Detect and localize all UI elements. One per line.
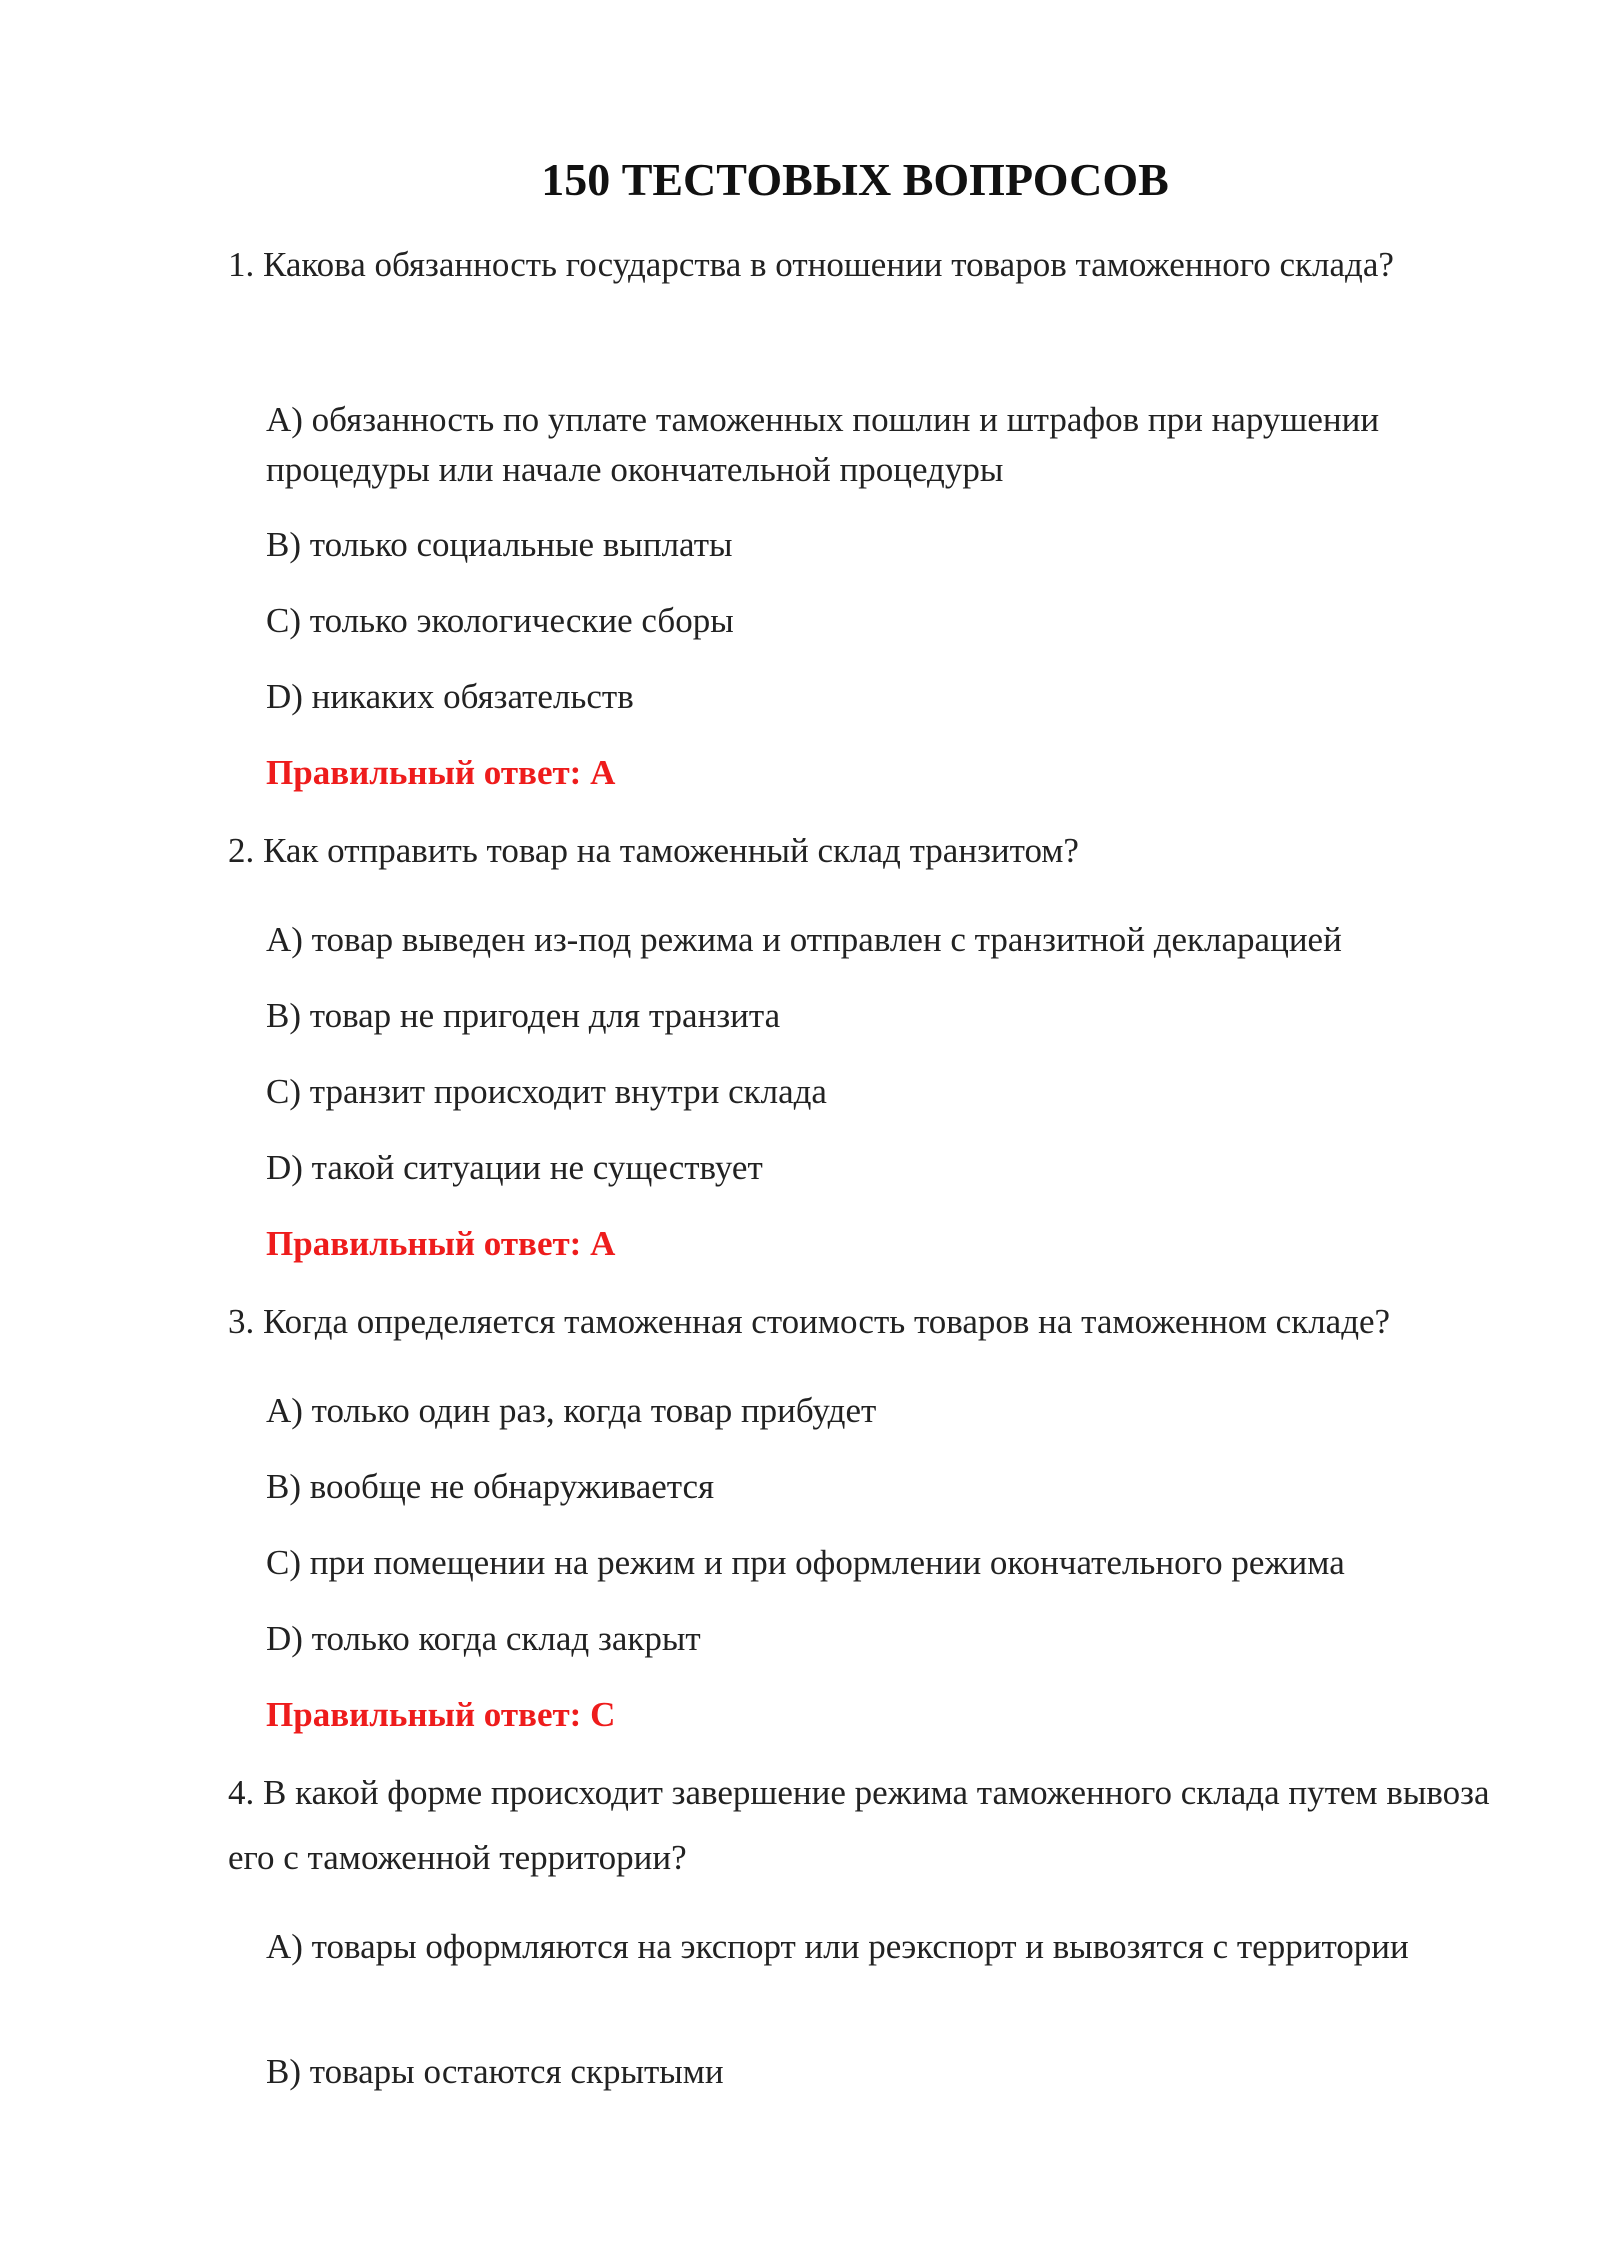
question-3-text: 3. Когда определяется таможенная стоимость товаров на таможенном складе?: [228, 1302, 1391, 1341]
question-3-option-c: C) при помещении на режим и при оформлении окончательного режима: [266, 1543, 1345, 1582]
question-2-text: 2. Как отправить товар на таможенный склад транзитом?: [228, 831, 1079, 870]
question-1-text: 1. Какова обязанность государства в отношении товаров таможенного склада?: [228, 245, 1394, 284]
question-2-option-a: A) товар выведен из-под режима и отправлен с транзитной декларацией: [266, 920, 1342, 959]
question-3-option-a: A) только один раз, когда товар прибудет: [266, 1391, 877, 1430]
question-3-option-d: D) только когда склад закрыт: [266, 1619, 701, 1658]
question-2-option-b: B) товар не пригоден для транзита: [266, 996, 781, 1035]
document-title: 150 ТЕСТОВЫХ ВОПРОСОВ: [541, 154, 1169, 205]
question-2-option-c: C) транзит происходит внутри склада: [266, 1072, 827, 1111]
question-4-option-a: A) товары оформляются на экспорт или реэкспорт и вывозятся с территории: [266, 1927, 1409, 1966]
question-1-option-d: D) никаких обязательств: [266, 677, 634, 716]
question-4-text: 4. В какой форме происходит завершение режима таможенного склада путем вывоза его с таможенной территории?: [228, 1773, 1490, 1877]
question-1-option-a: A) обязанность по уплате таможенных пошлин и штрафов при нарушении процедуры или начале окончательной процедуры: [266, 400, 1380, 489]
question-1-option-c: C) только экологические сборы: [266, 601, 734, 640]
question-4-option-b: B) товары остаются скрытыми: [266, 2052, 724, 2091]
question-3-option-b: B) вообще не обнаруживается: [266, 1467, 715, 1506]
question-2-option-d: D) такой ситуации не существует: [266, 1148, 763, 1187]
question-3-answer: Правильный ответ: C: [266, 1695, 616, 1734]
question-1-answer: Правильный ответ: A: [266, 753, 616, 792]
question-1-option-b: B) только социальные выплаты: [266, 525, 733, 564]
question-2-answer: Правильный ответ: A: [266, 1224, 616, 1263]
